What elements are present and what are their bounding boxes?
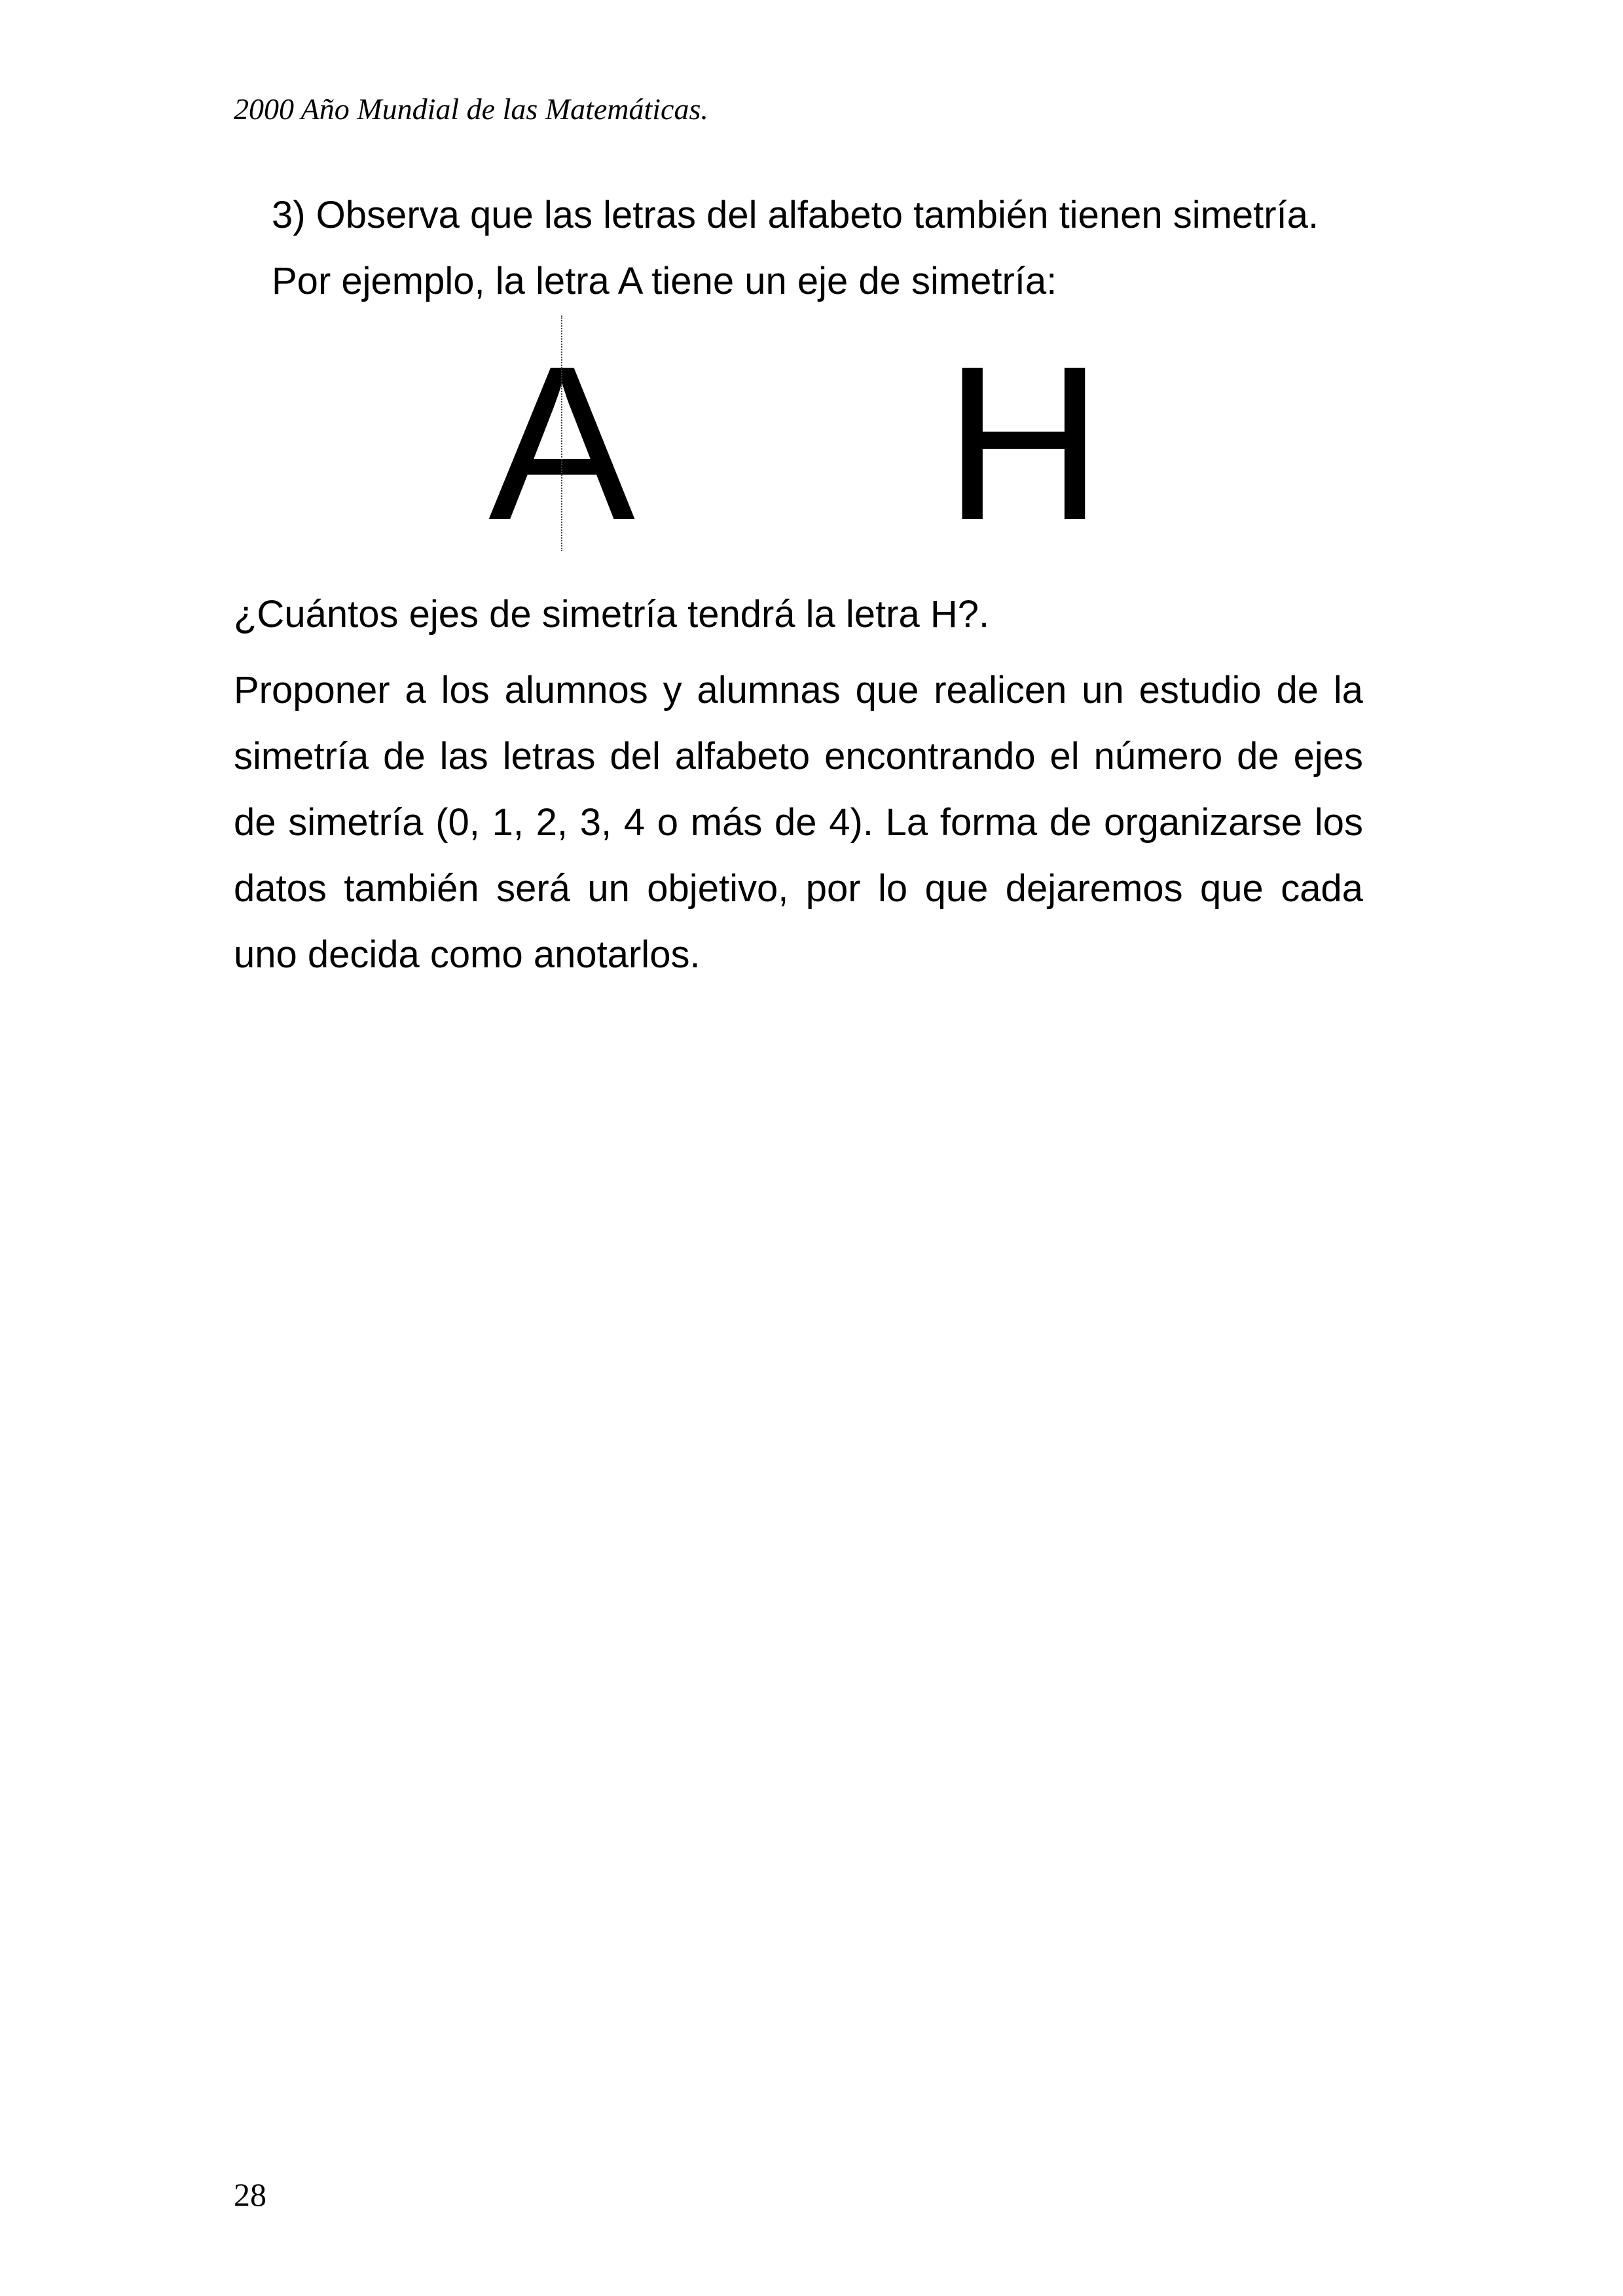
running-header: 2000 Año Mundial de las Matemáticas.	[234, 92, 708, 126]
symmetry-axis-line	[561, 315, 562, 551]
exercise-instruction: 3) Observa que las letras del alfabeto también tienen simetría.	[272, 194, 1319, 236]
body-paragraph: Proponer a los alumnos y alumnas que realicen un estudio de la simetría de las letras del alfabeto encontrando el número de ejes de simetría (0, 1, 2, 3, 4 o más de 4). La forma de organizarse los datos también será un objetivo, por lo que dejaremos que cada uno decida como anotarlos.	[234, 669, 1363, 976]
exercise-example: Por ejemplo, la letra A tiene un eje de simetría:	[272, 260, 1057, 302]
question-text: ¿Cuántos ejes de simetría tendrá la letra H?.	[234, 593, 990, 636]
letter-a: A	[488, 321, 636, 566]
letter-h: H	[944, 321, 1103, 566]
page-number: 28	[234, 2176, 266, 2213]
